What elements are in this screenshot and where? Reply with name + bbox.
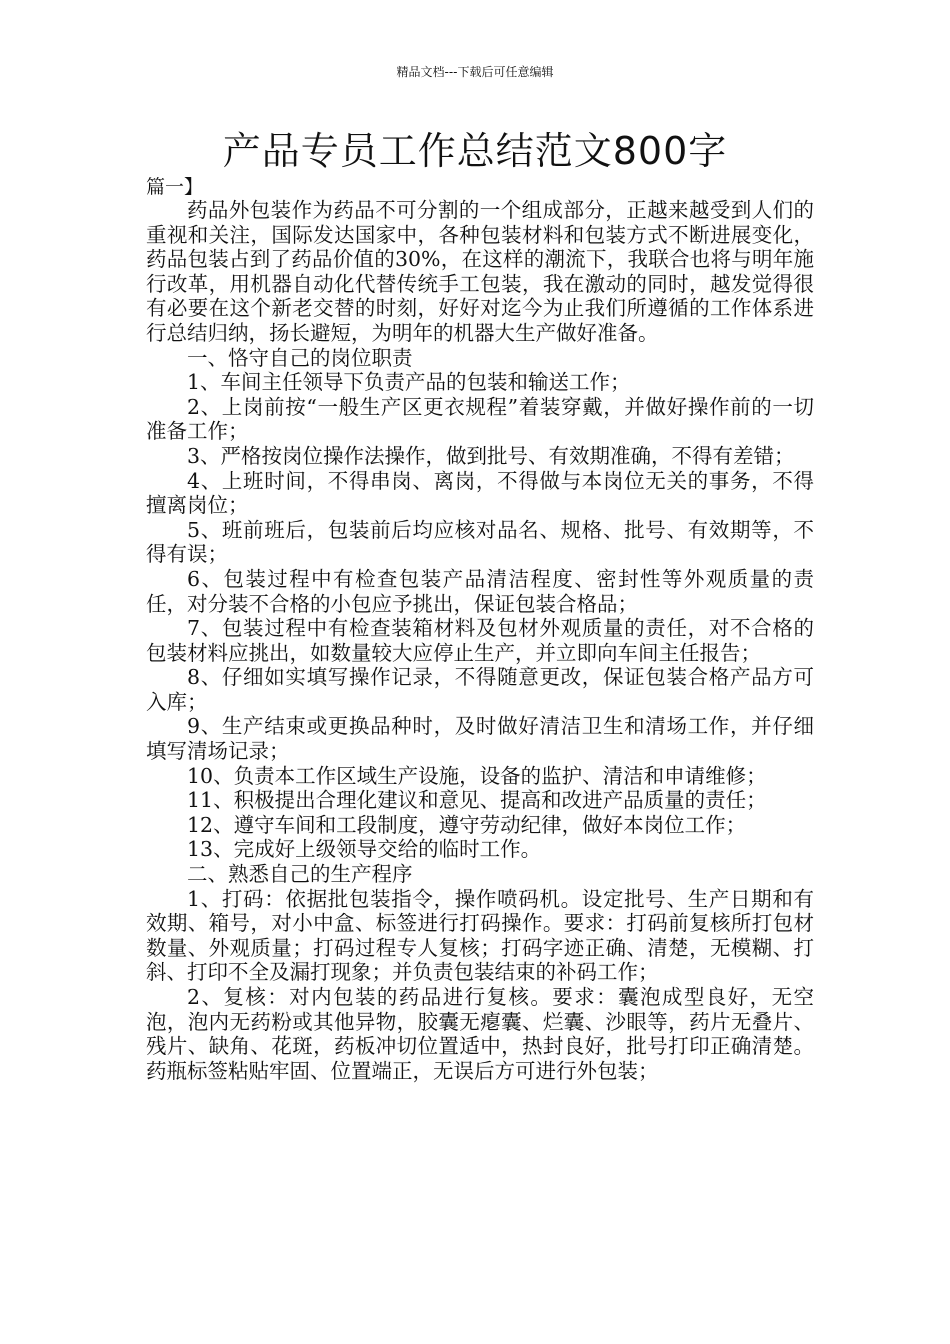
duty-item-12: 12、遵守车间和工段制度，遵守劳动纪律，做好本岗位工作；: [187, 812, 747, 837]
duty-item-13: 13、完成好上级领导交给的临时工作。: [187, 837, 542, 862]
duty-item-6: 6、包装过程中有检查包装产品清洁程度、密封性等外观质量的责任，对分装不合格的小包应予挑出，保证包装合格品；: [146, 566, 814, 616]
section-heading-1: 一、恪守自己的岗位职责: [187, 345, 413, 370]
document-header-note: 精品文档---下载后可任意编辑: [396, 65, 554, 79]
duty-item-9: 9、生产结束或更换品种时，及时做好清洁卫生和清场工作，并仔细填写清场记录；: [146, 714, 814, 764]
duty-item-10: 10、负责本工作区域生产设施，设备的监护、清洁和申请维修；: [187, 763, 767, 788]
duty-item-2: 2、上岗前按“一般生产区更衣规程”着装穿戴，并做好操作前的一切准备工作；: [146, 394, 814, 444]
page-title: 产品专员工作总结范文800字: [222, 129, 728, 173]
procedure-item-1: 1、打码：依据批包装指令，操作喷码机。设定批号、生产日期和有效期、箱号，对小中盒、标签进行打码操作。要求：打码前复核所打包材数量、外观质量；打码过程专人复核；打码字迹正确、清楚，无模糊、打斜、打印不全及漏打现象；并负责包装结束的补码工作；: [146, 886, 814, 985]
section-label: 篇一】: [146, 176, 204, 198]
duty-item-4: 4、上班时间，不得串岗、离岗，不得做与本岗位无关的事务，不得擅离岗位；: [146, 468, 814, 518]
duty-item-7: 7、包装过程中有检查装箱材料及包材外观质量的责任，对不合格的包装材料应挑出，如数量较大应停止生产，并立即向车间主任报告；: [146, 616, 814, 665]
duty-item-5: 5、班前班后，包装前后均应核对品名、规格、批号、有效期等，不得有误；: [146, 517, 814, 567]
duty-item-1: 1、车间主任领导下负责产品的包装和输送工作；: [187, 370, 631, 395]
document-body: [146, 198, 814, 1083]
intro-paragraph: 药品外包装作为药品不可分割的一个组成部分，正越来越受到人们的重视和关注，国际发达国家中，各种包装材料和包装方式不断进展变化，药品包装占到了药品价值的30%，在这样的潮流下，我联合也将与明年施行改革，用机器自动化代替传统手工包装，我在激动的同时，越发觉得很有必要在这个新老交替的时刻，好好对迄今为止我们所遵循的工作体系进行总结归纳，扬长避短，为明年的机器大生产做好准备。: [146, 198, 814, 345]
procedure-item-2: 2、复核：对内包装的药品进行复核。要求：囊泡成型良好，无空泡，泡内无药粉或其他异物，胶囊无瘪囊、烂囊、沙眼等，药片无叠片、残片、缺角、花斑，药板冲切位置适中，热封良好，批号打印正确清楚。药瓶标签粘贴牢固、位置端正，无误后方可进行外包装；: [146, 985, 814, 1083]
section-heading-2: 二、熟悉自己的生产程序: [187, 862, 413, 887]
duty-item-3: 3、严格按岗位操作法操作，做到批号、有效期准确，不得有差错；: [187, 443, 795, 468]
duty-item-11: 11、积极提出合理化建议和意见、提高和改进产品质量的责任；: [187, 788, 767, 813]
duty-item-8: 8、仔细如实填写操作记录，不得随意更改，保证包装合格产品方可入库；: [146, 665, 814, 714]
